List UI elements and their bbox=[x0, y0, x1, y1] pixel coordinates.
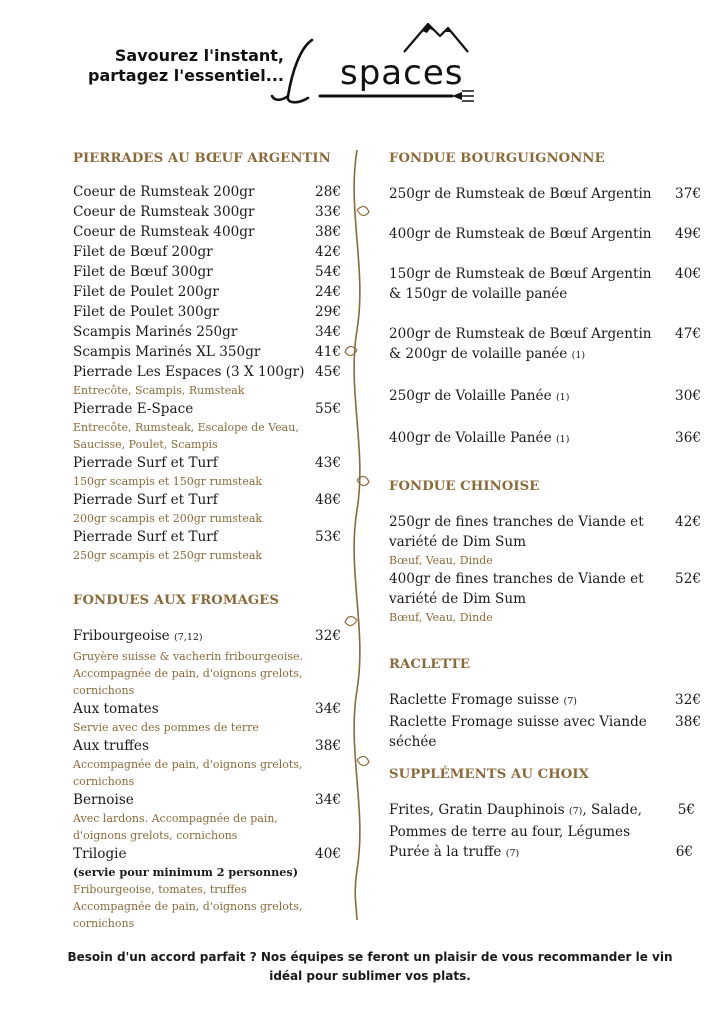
menu-item-row bbox=[73, 626, 341, 648]
menu-item bbox=[73, 342, 341, 362]
menu-item-name bbox=[389, 324, 665, 366]
menu-item-description: Bœuf, Veau, Dinde bbox=[389, 611, 493, 624]
supplement-line-1: Frites, Gratin Dauphinois (7), Salade, bbox=[389, 802, 642, 818]
menu-item-name-text: 250gr de Rumsteak de Bœuf Argentin bbox=[389, 186, 652, 202]
menu-item-name-text: 150gr de Rumsteak de Bœuf Argentin & 150gr de volaille panée bbox=[389, 266, 652, 302]
menu-item bbox=[389, 324, 701, 366]
menu-item-name bbox=[73, 399, 193, 419]
menu-item-price: 38€ bbox=[315, 738, 341, 754]
menu-item-name-text: 250gr de fines tranches de Viande et variété de Dim Sum bbox=[389, 514, 644, 550]
menu-item-name-text: 400gr de Volaille Panée bbox=[389, 430, 552, 446]
menu-item-name-text: Coeur de Rumsteak 300gr bbox=[73, 204, 255, 220]
menu-item-name-text: Scampis Marinés XL 350gr bbox=[73, 344, 261, 360]
menu-item bbox=[73, 453, 341, 490]
supplement-price-1: 5€ bbox=[677, 802, 695, 818]
menu-item-row bbox=[73, 222, 341, 242]
menu-item bbox=[389, 264, 701, 304]
menu-item-row bbox=[73, 490, 341, 510]
menu-item-description: Accompagnée de pain, d'oignons grelots, cornichons bbox=[73, 758, 303, 788]
menu-item-name bbox=[73, 262, 213, 282]
menu-item bbox=[73, 626, 341, 699]
pierrades-list bbox=[73, 182, 341, 564]
menu-item-price: 41€ bbox=[315, 344, 341, 360]
allergen-code: (7) bbox=[563, 696, 577, 707]
section-title-pierrades: PIERRADES AU BŒUF ARGENTIN bbox=[73, 151, 331, 166]
menu-item-name bbox=[389, 428, 569, 450]
menu-item bbox=[389, 224, 701, 244]
menu-item-description: 250gr scampis et 250gr rumsteak bbox=[73, 549, 263, 562]
menu-item bbox=[389, 184, 701, 204]
menu-item-name-text: Pierrade Surf et Turf bbox=[73, 529, 218, 545]
menu-item-name-text: 400gr de Rumsteak de Bœuf Argentin bbox=[389, 226, 652, 242]
menu-item-name-text: 400gr de fines tranches de Viande et variété de Dim Sum bbox=[389, 571, 644, 607]
menu-item-name bbox=[73, 362, 304, 382]
menu-item bbox=[389, 428, 701, 450]
menu-item bbox=[73, 736, 341, 790]
menu-item bbox=[73, 282, 341, 302]
menu-item-name bbox=[73, 202, 254, 222]
menu-item-description: Servie avec des pommes de terre bbox=[73, 721, 259, 734]
menu-item-name-text: Coeur de Rumsteak 200gr bbox=[73, 184, 255, 200]
menu-item-row bbox=[73, 262, 341, 282]
menu-item-description: Avec lardons. Accompagnée de pain, d'oignons grelots, cornichons bbox=[73, 812, 278, 842]
menu-item-name bbox=[389, 386, 569, 408]
menu-item-name bbox=[73, 302, 219, 322]
menu-item-price: 30€ bbox=[675, 388, 701, 404]
menu-item-name-text: 250gr de Volaille Panée bbox=[389, 388, 552, 404]
menu-item-name bbox=[73, 790, 134, 810]
menu-item-price: 37€ bbox=[675, 186, 701, 202]
menu-item-name-text: Aux truffes bbox=[73, 738, 149, 754]
menu-item-name bbox=[389, 569, 659, 609]
menu-item-price: 45€ bbox=[315, 364, 341, 380]
menu-item-name bbox=[73, 527, 218, 547]
menu-item bbox=[73, 322, 341, 342]
menu-item bbox=[73, 222, 341, 242]
menu-item-row bbox=[389, 428, 701, 450]
menu-item bbox=[73, 399, 341, 453]
menu-item-price: 40€ bbox=[315, 846, 341, 862]
section-title-chinoise: FONDUE CHINOISE bbox=[389, 479, 540, 494]
menu-item-name-text: 200gr de Rumsteak de Bœuf Argentin & 200gr de volaille panée bbox=[389, 326, 652, 362]
menu-item bbox=[73, 362, 341, 399]
tagline bbox=[84, 46, 284, 86]
supplement-line-3: Purée à la truffe (7) bbox=[389, 844, 520, 860]
menu-item bbox=[73, 699, 341, 736]
menu-item-row bbox=[389, 224, 701, 244]
fromages-list bbox=[73, 626, 341, 932]
menu-item-row bbox=[73, 242, 341, 262]
menu-item-price: 32€ bbox=[315, 628, 341, 644]
menu-item-name bbox=[73, 844, 127, 864]
menu-item-price: 53€ bbox=[315, 529, 341, 545]
menu-item bbox=[73, 302, 341, 322]
menu-item-row bbox=[73, 302, 341, 322]
menu-item-row bbox=[73, 322, 341, 342]
menu-item-price: 28€ bbox=[315, 184, 341, 200]
supplements-block bbox=[389, 800, 701, 864]
script-l-glyph bbox=[272, 40, 312, 102]
menu-item-price: 48€ bbox=[315, 492, 341, 508]
menu-item-price: 42€ bbox=[675, 514, 701, 530]
vine-divider bbox=[343, 150, 371, 920]
section-title-supplements: SUPPLÉMENTS AU CHOIX bbox=[389, 767, 589, 782]
menu-item-row bbox=[389, 184, 701, 204]
menu-item-description: 200gr scampis et 200gr rumsteak bbox=[73, 512, 263, 525]
menu-item-name bbox=[389, 264, 665, 304]
logo-text: spaces bbox=[340, 53, 464, 93]
header bbox=[0, 0, 724, 130]
menu-item-name bbox=[73, 453, 218, 473]
menu-item-row bbox=[73, 182, 341, 202]
allergen-code: (1) bbox=[571, 350, 586, 361]
menu-item-name-text: Bernoise bbox=[73, 792, 134, 808]
menu-item-row bbox=[389, 386, 701, 408]
menu-item-name-text: Filet de Bœuf 200gr bbox=[73, 244, 213, 260]
menu-item-row bbox=[73, 699, 341, 719]
menu-item-name bbox=[73, 222, 254, 242]
section-title-raclette: RACLETTE bbox=[389, 657, 471, 672]
menu-item-name bbox=[73, 322, 237, 342]
menu-item-row bbox=[389, 569, 701, 609]
menu-item-row bbox=[73, 282, 341, 302]
menu-item-description: Entrecôte, Scampis, Rumsteak bbox=[73, 384, 245, 397]
menu-item-name-text: Pierrade Les Espaces (3 X 100gr) bbox=[73, 364, 305, 380]
menu-item-name bbox=[73, 242, 213, 262]
menu-item-name bbox=[73, 342, 260, 362]
footer-wine-note bbox=[60, 948, 680, 986]
menu-item-name-text: Aux tomates bbox=[73, 701, 159, 717]
menu-item-row bbox=[389, 264, 701, 304]
menu-item-name-text: Filet de Poulet 200gr bbox=[73, 284, 219, 300]
menu-item-name bbox=[73, 490, 218, 510]
menu-item-name-text: Pierrade Surf et Turf bbox=[73, 455, 218, 471]
menu-item-description: Fribourgeoise, tomates, truffes Accompagnée de pain, d'oignons grelots, cornichons bbox=[73, 883, 303, 930]
menu-item-price: 33€ bbox=[315, 204, 341, 220]
menu-item bbox=[389, 569, 701, 626]
supplement-row-3 bbox=[389, 842, 701, 864]
menu-item-name-text: Scampis Marinés 250gr bbox=[73, 324, 238, 340]
menu-item-row bbox=[73, 736, 341, 756]
menu-item bbox=[73, 790, 341, 844]
menu-item-name-text: Coeur de Rumsteak 400gr bbox=[73, 224, 255, 240]
menu-item-price: 49€ bbox=[675, 226, 701, 242]
menu-item-name-text: Filet de Bœuf 300gr bbox=[73, 264, 213, 280]
menu-item-row bbox=[73, 790, 341, 810]
menu-item-row bbox=[73, 202, 341, 222]
raclette-list bbox=[389, 690, 701, 752]
menu-item bbox=[389, 512, 701, 569]
menu-item bbox=[389, 690, 701, 712]
footer-line-1: Besoin d'un accord parfait ? Nos équipes se feront un plaisir de vous recommander le vin bbox=[67, 950, 673, 964]
menu-item-name bbox=[389, 184, 652, 204]
tagline-line-2: partagez l'essentiel... bbox=[88, 66, 284, 85]
menu-item-row bbox=[73, 342, 341, 362]
allergen-code: (1) bbox=[555, 434, 570, 445]
supplement-price-2: 6€ bbox=[675, 844, 693, 860]
menu-item bbox=[73, 182, 341, 202]
menu-item-price: 34€ bbox=[315, 792, 341, 808]
bourguignonne-list bbox=[389, 184, 701, 450]
menu-item-row bbox=[73, 399, 341, 419]
menu-item-description: Gruyère suisse & vacherin fribourgeoise. Accompagnée de pain, d'oignons grelots, cornichons bbox=[73, 650, 304, 697]
menu-item-row bbox=[73, 362, 341, 382]
menu-item-price: 38€ bbox=[675, 714, 701, 730]
menu-item-name bbox=[73, 182, 254, 202]
allergen-code: (7,12) bbox=[174, 632, 203, 643]
menu-item-row bbox=[389, 512, 701, 552]
menu-item-row bbox=[73, 527, 341, 547]
menu-item-price: 32€ bbox=[675, 692, 701, 708]
menu-item bbox=[73, 527, 341, 564]
menu-item-name bbox=[73, 699, 159, 719]
menu-item-row bbox=[389, 690, 701, 712]
menu-item-price: 47€ bbox=[675, 326, 701, 342]
menu-item-name bbox=[389, 690, 577, 712]
allergen-code: (1) bbox=[555, 392, 570, 403]
supplement-line-2: Pommes de terre au four, Légumes bbox=[389, 824, 631, 840]
menu-item bbox=[389, 712, 701, 752]
menu-item-description: 150gr scampis et 150gr rumsteak bbox=[73, 475, 263, 488]
menu-item-name bbox=[73, 626, 203, 648]
menu-item-name-text: Filet de Poulet 300gr bbox=[73, 304, 219, 320]
menu-item-price: 54€ bbox=[315, 264, 341, 280]
supplement-row-2 bbox=[389, 822, 701, 842]
menu-item bbox=[73, 490, 341, 527]
menu-item bbox=[73, 202, 341, 222]
menu-item-price: 52€ bbox=[675, 571, 701, 587]
footer-line-2: idéal pour sublimer vos plats. bbox=[269, 969, 471, 983]
menu-item-name-text: Pierrade Surf et Turf bbox=[73, 492, 218, 508]
menu-item-name bbox=[389, 224, 652, 244]
menu-item-name bbox=[389, 512, 659, 552]
mountain-icon bbox=[404, 24, 468, 52]
section-title-fromages: FONDUES AUX FROMAGES bbox=[73, 593, 280, 608]
restaurant-logo bbox=[262, 12, 482, 112]
menu-item-price: 42€ bbox=[315, 244, 341, 260]
menu-item-price: 24€ bbox=[315, 284, 341, 300]
menu-item-price: 34€ bbox=[315, 324, 341, 340]
menu-item bbox=[389, 386, 701, 408]
menu-item-subtitle: (servie pour minimum 2 personnes) bbox=[73, 865, 299, 879]
menu-item-price: 34€ bbox=[315, 701, 341, 717]
menu-item-name-text: Trilogie bbox=[73, 846, 127, 862]
menu-item-price: 55€ bbox=[315, 401, 341, 417]
menu-item-price: 36€ bbox=[675, 430, 701, 446]
left-column bbox=[73, 148, 341, 932]
menu-item-name-text: Raclette Fromage suisse bbox=[389, 692, 560, 708]
menu-item bbox=[73, 262, 341, 282]
chinoise-list bbox=[389, 512, 701, 626]
menu-item-name bbox=[73, 282, 219, 302]
menu-item-row bbox=[73, 453, 341, 473]
menu-item-price: 38€ bbox=[315, 224, 341, 240]
menu-item-price: 29€ bbox=[315, 304, 341, 320]
menu-item-row bbox=[389, 324, 701, 366]
menu-item-name-text: Pierrade E-Space bbox=[73, 401, 194, 417]
tagline-line-1: Savourez l'instant, bbox=[114, 46, 284, 65]
menu-item-name bbox=[73, 736, 149, 756]
menu-item-name-text: Fribourgeoise bbox=[73, 628, 170, 644]
menu-item-description: Entrecôte, Rumsteak, Escalope de Veau, Saucisse, Poulet, Scampis bbox=[73, 421, 299, 451]
menu-item-price: 43€ bbox=[315, 455, 341, 471]
menu-item-row bbox=[389, 712, 701, 752]
supplement-row-1 bbox=[389, 800, 701, 822]
menu-item-name bbox=[389, 712, 665, 752]
section-title-bourguignonne: FONDUE BOURGUIGNONNE bbox=[389, 151, 605, 166]
menu-item bbox=[73, 242, 341, 262]
menu-item bbox=[73, 844, 341, 932]
menu-item-row bbox=[73, 844, 341, 864]
menu-item-name-text: Raclette Fromage suisse avec Viande séchée bbox=[389, 714, 647, 750]
right-column bbox=[389, 148, 701, 864]
menu-item-description: Bœuf, Veau, Dinde bbox=[389, 554, 493, 567]
menu-item-price: 40€ bbox=[675, 266, 701, 282]
